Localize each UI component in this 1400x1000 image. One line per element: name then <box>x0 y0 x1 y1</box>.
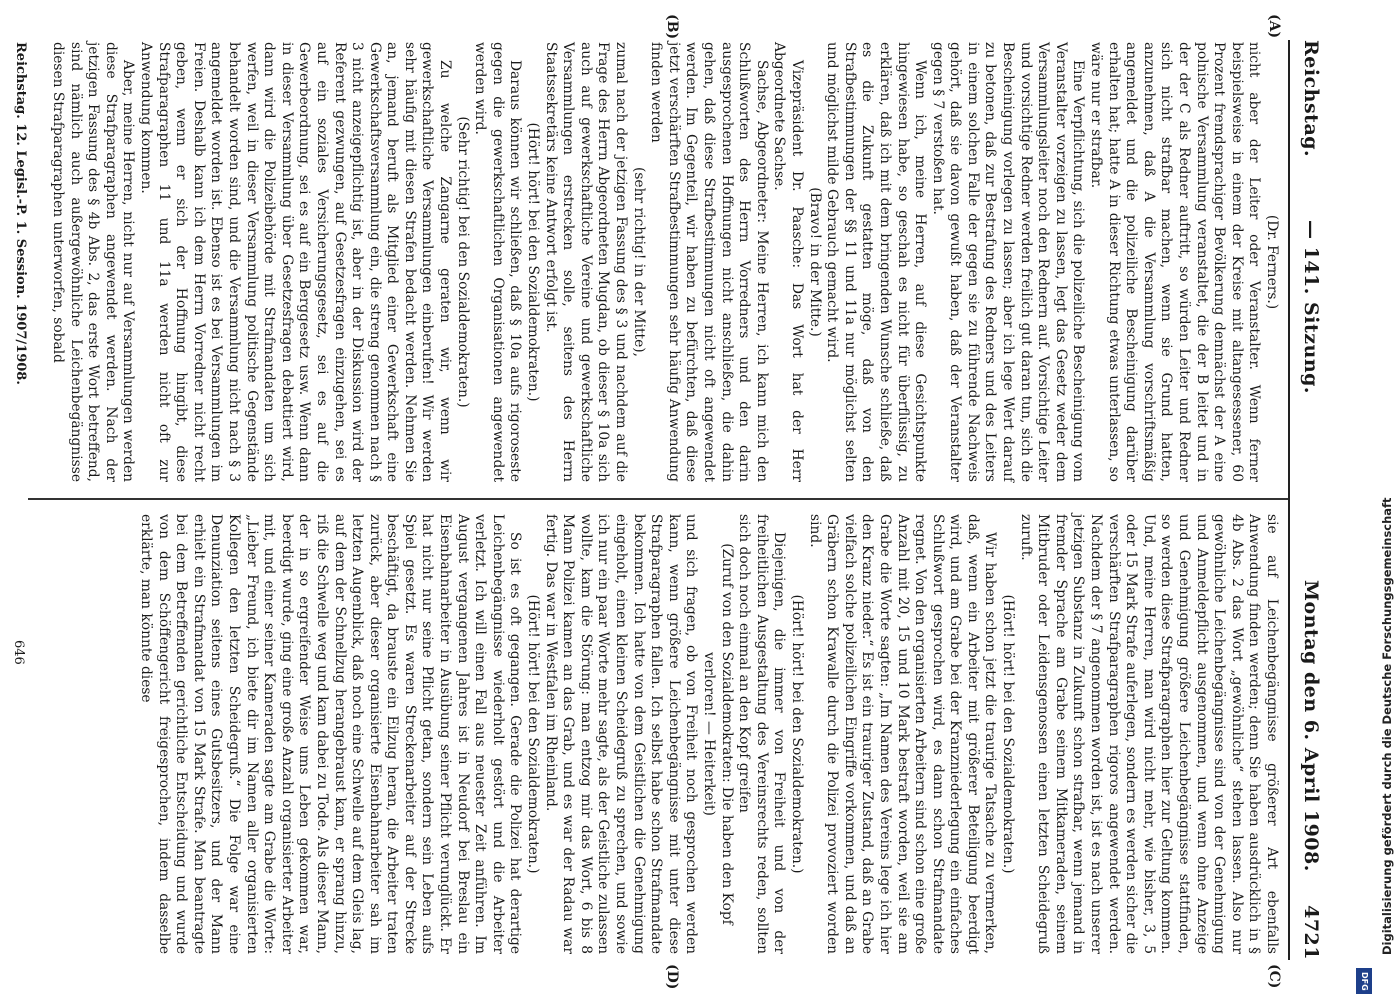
left-column <box>30 42 1280 482</box>
interjection: (Bravo! in der Mitte.) <box>806 187 823 337</box>
dfg-logo-icon: DFG <box>1356 968 1372 994</box>
paragraph: und sich fragen, ob von Freiheit noch gesprochen werden kann, wenn größere Leichenbegängnisse mit unter diese Strafparagraphen fallen. Ich selbst habe schon Strafmandate bekommen. Ich hatte von dem Geistlichen die Genehmigung eingeholt, einen kleinen Scheidegruß zu sprechen, und sowie ich nur ein paar Worte mehr sagte, als der Geistliche zulassen wollte, kam die Störung: man entzog mir das Wort, 6 bis 8 Mann Polizei kamen an das Grab, und es war der Radau war fertig. Das war in Westfalen im Rheinland. <box>542 514 700 954</box>
interjection: (sehr richtig! in der Mitte), <box>630 166 647 358</box>
interjection: (Zuruf von den Sozialdemokraten: Die haben den Kopf verloren! — Heiterkeit) <box>701 543 735 925</box>
page-footer: Reichstag. 12. Legisl.-P. 1. Session. 1907/1908. <box>13 42 28 385</box>
paragraph: Eine Verpflichtung, sich die polizeiliche Bescheinigung vom Veranstalter vorzeigen zu lassen, legt das Gesetz weder dem Versammlungsleiter noch den Rednern auf. Vorsichtige Leiter und vorsichtige Redner werden freilich gut daran tun, sich die Bescheinigung vorlegen zu lassen; aber ich lege Wert darauf zu betonen, daß zur Bestrafung des Redners und des Leiters in einem solchen Falle der gegen sie zu führende Nachweis gehört, daß sie davon gewußt haben, daß der Veranstalter gegen § 7 verstoßen hat. <box>929 42 1087 482</box>
interjection: (Hört! hört! bei den Sozialdemokraten.) <box>525 594 542 874</box>
paragraph: Wenn ich, meine Herren, auf diese Gesichtspunkte hingewiesen habe, so geschah es nicht für überflüssig, zu erklären, daß ich mit dem bringenden Wunsche schließe, daß es die Zukunft gestatten möge, daß von den Strafbestimmungen der §§ 11 und 11a nur möglichst selten und möglichst milde Gebrauch gemacht wird. <box>824 42 929 482</box>
speaker-ref: (Dr. Ferners.) <box>1264 214 1280 310</box>
paragraph: sie auf Leichenbegängnisse größerer Art ebenfalls Anwendung finden werden; denn Sie haben ausdrücklich in § 4b Abs. 2 das Wort „gewöhnliche“ stehen lassen. Also nur gewöhnliche Leichenbegängnisse sind von der Genehmigung und Anmeldepflicht ausgenommen, und wenn ohne Anzeige und Genehmigung größere Leichenbegängnisse stattfinden, so werden diese Strafparagraphen hier zur Geltung kommen. Und, meine Herren, man wird nicht mehr, wie bisher, 3, 5 oder 15 Mark Strafe auferlegen, sondern es werden sicher die verschärften Strafparagraphen rigoros angewendet werden. Nachdem der § 7 angenommen worden ist, ist es nach unserer jetzigen Substanz in Zukunft schon strafbar, wenn jemand in fremder Sprache am Grabe seinem Mitkameraden, seinem Mitbruder oder Leidensgenossen einen letzten Scheidegruß zuruft. <box>1017 514 1280 954</box>
paragraph: So ist es oft gegangen. Gerade die Polizei hat derartige Leichenbegängnisse wiederholt gestört und die Arbeiter verletzt. Ich will einen Fall aus neuester Zeit anführen. Im August vergangenen Jahres ist in Neudorf bei Breslau ein Eisenbahnarbeiter in Ausübung seiner Pflicht verunglückt. Er hat nicht nur seine Pflicht getan, sondern sein Leben aufs Spiel gesetzt. Es waren Streckenarbeiter auf der Strecke beschäftigt, da brauste ein Eilzug heran, die Arbeiter traten zurück, aber dieser organisierte Eisenbahnarbeiter sah im letzten Augenblick, daß noch eine Schwelle auf dem Gleis lag, auf dem der Schnellzug herangebraust kam, er sprang hinzu, riß die Schwelle weg und kam dabei zu Tode. Als dieser Mann, der in so ergreifender Weise ums Leben gekommen war, beerdigt wurde, ging eine große Anzahl organisierter Arbeiter mit, und einer seiner Kameraden sagte am Grabe die Worte: „Lieber Freund, ich biete dir im Namen aller organisierten Kollegen den letzten Scheidegruß.“ Die Folge war eine Denunziation seitens eines Gutsbesitzers, und der Mann erhielt ein Strafmandat von 15 Mark Strafe. Man beantragte bei dem Betreffenden gerichtliche Entscheidung und wurde von dem Schöffengericht freigesprochen, indem dasselbe erklärte, man könnte diese <box>138 514 524 954</box>
footer-page-number: 646 <box>11 640 26 665</box>
interjection: (Sehr richtig! bei den Sozialdemokraten.) <box>454 116 471 408</box>
paragraph: nicht aber der Leiter oder Veranstalter. Wenn ferner beispielsweise in einem der Kreise mit altangesessener, 60 Prozent fremdsprachiger Bevölkerung demnächst der A eine polnische Versammlung veranstaltet, die der B leitet und in der der C als Redner auftritt, so würden Leiter und Redner sich nicht strafbar machen, wenn sie Grund hatten, anzunehmen, daß A die Versammlung vorschriftsmäßig angemeldet und die polizeiliche Bescheinigung darüber erhalten hat; hatte A in dieser Richtung etwas unterlassen, so wäre nur er strafbar. <box>1088 42 1263 482</box>
margin-marker-c: (C) <box>1266 964 1282 989</box>
column-divider <box>28 498 1288 500</box>
margin-marker-b: (B) <box>664 14 680 40</box>
interjection: (Hört! hört! bei den Sozialdemokraten.) <box>1000 594 1017 874</box>
paragraph: Wir haben schon jetzt die traurige Tatsache zu vermerken, daß, wenn ein Arbeiter mit größerer Beteiligung beerdigt wird, und am Grabe bei der Kranzniederlegung ein einfaches Schlußwort gesprochen wird, es dann schon Strafmandate regnet. Von den organisierten Arbeitern sind schon eine große Anzahl mit 20, 15 und 10 Mark bestraft worden, weil sie am Grabe die Worte sagten: „Im Namen des Vereins lege ich hier den Kranz nieder.“ Es ist ein trauriger Zustand, daß an Grabe vielfach solche polizeilichen Eingriffe vorkommen, und daß an Gräbern schon Krawalle durch die Polizei provoziert worden sind. <box>806 514 999 954</box>
digitization-credit <box>1348 0 1394 1000</box>
margin-marker-d: (D) <box>664 964 680 990</box>
right-column <box>30 514 1280 954</box>
paragraph: Zu welche Zangarne geraten wir, wenn wir gewerkschaftliche Versammlungen einberufen! Wir werden sehr häufig mit diesen Strafen bedacht werden. Nehmen Sie an, jemand beruft als Mitglied einer Gewerkschaft eine Gewerkschaftsversammlung ein, die streng genommen nach § 3 nicht anzeigepflichtig ist, aber in der Diskussion wird der Referent gezwungen, auf Gesetzesfragen einzugehen, sei es auf ein soziales Versicherungsgesetz, sei es auf die Gewerbeordnung, sei es auf ein Berggesetz usw. Wenn dann in dieser Versammlung über Gesetzesfragen debattiert wird, dann wird die Polizeibehörde mit Strafmandaten um sich werfen, weil in dieser Versammlung politische Gegenstände behandelt worden sind, und die Versammlung nicht nach § 3 angemeldet worden ist. Ebenso ist es bei Versammlungen im Freien. Deshalb kann ich dem Herrn Vorredner nicht recht geben, wenn er sich der Hoffnung hingibt, diese Strafparagraphen 11 und 11a werden nicht oft zur Anwendung kommen. <box>138 42 454 482</box>
header-session: — 141. Sitzung. <box>1300 220 1322 395</box>
margin-marker-a: (A) <box>1266 14 1282 39</box>
header-rule <box>1288 40 1290 960</box>
header-page-number: 4721 <box>1300 905 1322 960</box>
header-title: Reichstag. <box>1300 40 1322 158</box>
page-header <box>1292 40 1322 960</box>
header-date: Montag den 6. April 1908. <box>1300 580 1322 872</box>
paragraph: Diejenigen, die immer von Freiheit und von der freiheitlichen Ausgestaltung des Vereinsrechts reden, sollten sich doch noch einmal an den Kopf greifen <box>736 514 788 954</box>
paragraph: Aber, meine Herren, nicht nur auf Versammlungen werden diese Strafparagraphen angewendet werden. Nach der jetzigen Fassung des § 4b Abs. 2, das erste Wort betreffend, sind nämlich auch außergewöhnliche Leichenbegängnisse diesen Strafparagraphen unterworfen, sobald <box>50 42 137 482</box>
credit-text: Digitalisierung gefördert durch die Deutsche Forschungsgemeinschaft <box>1380 497 1394 955</box>
interjection: (Hört! hört! bei den Sozialdemokraten.) <box>525 122 542 402</box>
interjection: (Hört! hört! bei den Sozialdemokraten.) <box>788 594 805 874</box>
speaker-intro: Vizepräsident Dr. Paasche: Das Wort hat der Herr Abgeordnete Sachse. <box>771 42 805 482</box>
paragraph: Daraus können wir schließen, daß § 10a aufs rigoroseste gegen die gewerkschaftlichen Organisationen angewendet werden wird. <box>472 42 524 482</box>
paragraph: Sachse, Abgeordneter: Meine Herren, ich kann mich den Schlußworten des Herrn Vorredners und den darin ausgesprochenen Hoffnungen nicht anschließen, die dahin gehen, daß diese Strafbestimmungen nicht oft angewendet werden. Im Gegenteil, wir haben zu befürchten, daß diese jetzt verschärften Strafbestimmungen sehr häufig Anwendung finden werden <box>648 42 770 482</box>
paragraph: zumal nach der jetzigen Fassung des § 3 und nachdem auf die Frage des Herrn Abgeordneten Mugdan, ob dieser § 10a sich auch auf gewerkschaftliche Vereine und gewerkschaftliche Versammlungen erstrecken solle, seitens des Herrn Staatssekretärs keine Antwort erfolgt ist. <box>542 42 630 482</box>
